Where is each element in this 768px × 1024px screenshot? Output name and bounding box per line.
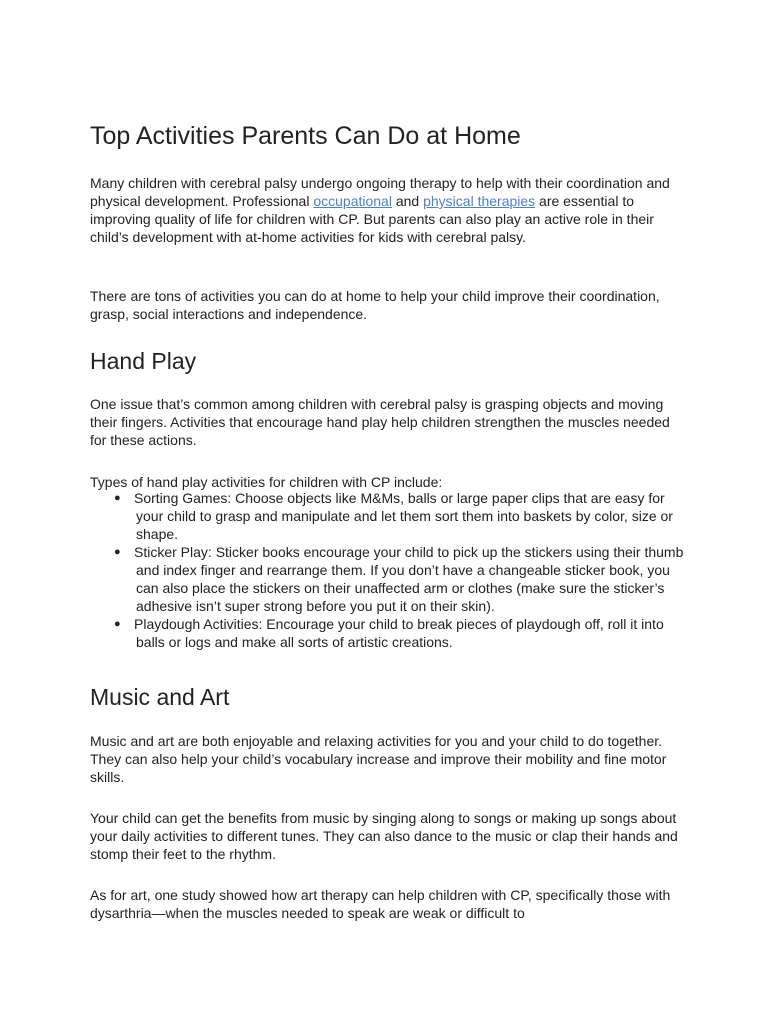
- list-item: [90, 543, 688, 615]
- music-art-paragraph-2: Your child can get the benefits from music by singing along to songs or making up songs about your daily activities to different tunes. They can also dance to the music or clap their hands and stomp their feet to the rhythm.: [90, 810, 678, 862]
- list-item-text: Sticker Play: Sticker books encourage your child to pick up the stickers using their thumb and index finger and rearrange them. If you don’t have a changeable sticker book, you can also place the stickers on their unaffected arm or clothes (make sure the sticker’s adhesive isn’t super strong before you put it on their skin).: [134, 544, 684, 614]
- intro-paragraph-1: [90, 174, 688, 246]
- physical-therapies-link[interactable]: physical therapies: [423, 193, 536, 209]
- hand-play-list-intro: Types of hand play activities for children with CP include:: [90, 474, 443, 490]
- intro-text-and: and: [391, 193, 424, 209]
- list-item-text: Sorting Games: Choose objects like M&Ms, balls or large paper clips that are easy for your child to grasp and manipulate and let them sort them into baskets by color, size or shape.: [134, 490, 673, 542]
- bullet-icon: ●: [114, 492, 121, 504]
- hand-play-paragraph: One issue that’s common among children with cerebral palsy is grasping objects and moving their fingers. Activities that encourage hand play help children strengthen the muscles needed for these actions.: [90, 396, 670, 448]
- list-item: [90, 489, 688, 543]
- music-art-heading: Music and Art: [90, 684, 230, 710]
- music-art-paragraph-3: As for art, one study showed how art therapy can help children with CP, specifically those with dysarthria—when the muscles needed to speak are weak or difficult to: [90, 887, 671, 921]
- intro-paragraph-2: There are tons of activities you can do at home to help your child improve their coordination, grasp, social interactions and independence.: [90, 288, 660, 322]
- list-item: [90, 615, 688, 651]
- bullet-icon: ●: [114, 546, 121, 558]
- intro-text-part-1: Many children with cerebral palsy undergo ongoing therapy to help with their coordination and physical development. Professional: [90, 175, 670, 209]
- occupational-therapy-link[interactable]: occupational: [313, 193, 392, 209]
- music-art-paragraph-1: Music and art are both enjoyable and relaxing activities for you and your child to do together. They can also help your child’s vocabulary increase and improve their mobility and fine motor skills.: [90, 733, 667, 785]
- hand-play-list: [90, 489, 688, 651]
- intro-text-part-2: are essential to improving quality of life for children with CP. But parents can also play an active role in their child’s development with at-home activities for kids with cerebral palsy.: [90, 193, 654, 245]
- page-title: Top Activities Parents Can Do at Home: [90, 122, 521, 150]
- list-item-text: Playdough Activities: Encourage your child to break pieces of playdough off, roll it into balls or logs and make all sorts of artistic creations.: [134, 616, 664, 650]
- hand-play-heading: Hand Play: [90, 348, 197, 374]
- bullet-icon: ●: [114, 618, 121, 630]
